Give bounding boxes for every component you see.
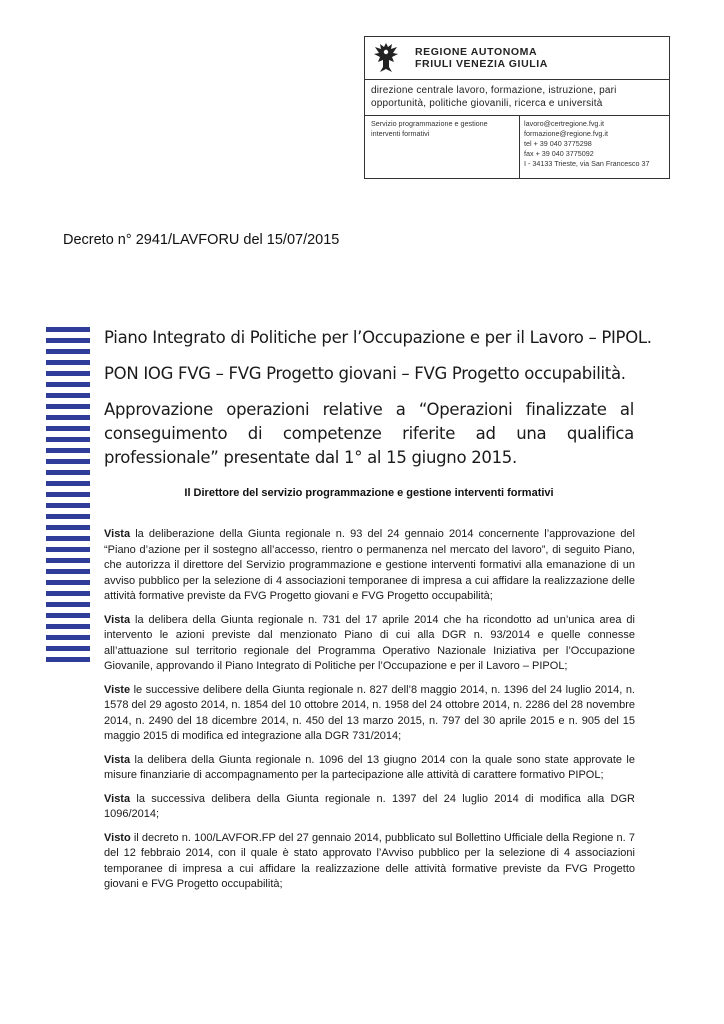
stripe	[46, 470, 90, 475]
stripe	[46, 547, 90, 552]
stripe	[46, 503, 90, 508]
divider	[519, 115, 520, 179]
stripe	[46, 657, 90, 662]
paragraph-lead: Visto	[104, 831, 131, 844]
contact-email[interactable]: formazione@regione.fvg.it	[524, 129, 609, 138]
service-name: Servizio programmazione e gestione interventi formativi	[371, 119, 488, 138]
decorative-stripes	[46, 327, 90, 668]
letterhead-box	[364, 36, 670, 179]
paragraph-lead: Vista	[104, 613, 131, 626]
paragraph-text: le successive delibere della Giunta regionale n. 827 dell’8 maggio 2014, n. 1396 del 24 luglio 2014, n. 1578 del 29 agosto 2014, n. 1854 del 10 ottobre 2014, n. 1958 del 24 ottobre 2014, n. 2286 del 28 novembre 2014, n. 2490 del 18 dicembre 2014, n. 450 del 13 marzo 2015, n. 797 del 30 aprile 2015 e n. 905 del 15 maggio 2015 di modifica ed integrazione alla DGR 731/2014;	[104, 683, 635, 742]
contact-address: I - 34133 Trieste, via San Francesco 37	[524, 159, 650, 168]
department-name: direzione centrale lavoro, formazione, istruzione, pari opportunità, politiche giovanili, ricerca e università	[371, 85, 617, 109]
stripe	[46, 481, 90, 486]
stripe	[46, 536, 90, 541]
letterhead-top	[365, 37, 669, 80]
paragraph-lead: Vista	[104, 753, 131, 766]
paragraph-text: la deliberazione della Giunta regionale n. 93 del 24 gennaio 2014 concernente l’approvazione del “Piano d’azione per il sostegno all’accesso, rientro o permanenza nel mercato del lavoro”, di seguito Piano, che autorizza il direttore del Servizio programmazione e gestione interventi formativi alla emanazione di un avviso pubblico per la selezione di 4 associazioni temporanee di impresa a cui affidare la realizzazione delle attività formative previste da FVG Progetto giovani e FVG Progetto occupabilità;	[104, 528, 635, 602]
stripe	[46, 580, 90, 585]
stripe	[46, 327, 90, 332]
region-line-1: REGIONE AUTONOMA	[415, 46, 538, 58]
contact-pec[interactable]: lavoro@certregione.fvg.it	[524, 119, 605, 128]
paragraph	[104, 613, 635, 675]
paragraph	[104, 753, 635, 784]
region-line-2: FRIULI VENEZIA GIULIA	[415, 58, 548, 70]
stripe	[46, 569, 90, 574]
paragraph-text: la delibera della Giunta regionale n. 1096 del 13 giugno 2014 con la quale sono state approvate le misure finanziarie di accompagnamento per la partecipazione alle attività di carattere formativo PIPOL;	[104, 753, 635, 781]
stripe	[46, 525, 90, 530]
stripe	[46, 437, 90, 442]
stripe	[46, 349, 90, 354]
stripe	[46, 613, 90, 618]
letterhead-contacts	[365, 115, 669, 178]
eagle-logo-icon	[373, 41, 399, 75]
title-line-2: PON IOG FVG – FVG Progetto giovani – FVG Progetto occupabilità.	[104, 364, 626, 383]
stripe	[46, 415, 90, 420]
paragraph	[104, 831, 635, 893]
stripe	[46, 459, 90, 464]
contact-tel: tel + 39 040 3775298	[524, 139, 592, 148]
stripe	[46, 360, 90, 365]
stripe	[46, 382, 90, 387]
contact-fax: fax + 39 040 3775092	[524, 149, 594, 158]
title-line-3: Approvazione operazioni relative a “Operazioni finalizzate al conseguimento di competenze riferite ad una qualifica professionale” presentate dal 1° al 15 giugno 2015.	[104, 400, 634, 467]
stripe	[46, 371, 90, 376]
stripe	[46, 448, 90, 453]
paragraph-text: la successiva delibera della Giunta regionale n. 1397 del 24 luglio 2014 di modifica alla DGR 1096/2014;	[104, 792, 635, 820]
paragraph-lead: Vista	[104, 792, 131, 805]
director-heading: Il Direttore del servizio programmazione e gestione interventi formativi	[184, 487, 554, 499]
stripe	[46, 591, 90, 596]
stripe	[46, 426, 90, 431]
stripe	[46, 338, 90, 343]
stripe	[46, 514, 90, 519]
paragraph	[104, 792, 635, 823]
paragraph	[104, 527, 635, 605]
paragraph-text: il decreto n. 100/LAVFOR.FP del 27 gennaio 2014, pubblicato sul Bollettino Ufficiale della Regione n. 7 del 12 febbraio 2014, con il quale è stato approvato l’Avviso pubblico per la selezione di 4 associazioni temporanee di impresa a cui affidare la realizzazione delle attività formative previste da FVG Progetto giovani e FVG Progetto occupabilità;	[104, 831, 635, 890]
stripe	[46, 646, 90, 651]
stripe	[46, 635, 90, 640]
stripe	[46, 624, 90, 629]
document-body	[104, 527, 635, 901]
stripe	[46, 404, 90, 409]
decree-number: Decreto n° 2941/LAVFORU del 15/07/2015	[63, 232, 340, 248]
letterhead-department	[365, 79, 669, 116]
paragraph	[104, 683, 635, 745]
title-line-1: Piano Integrato di Politiche per l’Occupazione e per il Lavoro – PIPOL.	[104, 328, 652, 347]
stripe	[46, 602, 90, 607]
region-name	[415, 46, 548, 70]
paragraph-lead: Viste	[104, 683, 131, 696]
paragraph-lead: Vista	[104, 528, 131, 540]
stripe	[46, 558, 90, 563]
paragraph-text: la delibera della Giunta regionale n. 731 del 17 aprile 2014 che ha ricondotto ad un’unica area di intervento le azioni previste dal menzionato Piano di cui alla DGR n. 93/2014 e quelle connesse all’attuazione sul territorio regionale del Programma Operativo Nazionale Iniziativa per l’Occupazione Giovanile, approvando il Piano Integrato di Politiche per l’Occupazione e per il Lavoro – PIPOL;	[104, 613, 635, 672]
document-title	[104, 326, 652, 470]
stripe	[46, 492, 90, 497]
contact-list	[524, 119, 670, 169]
stripe	[46, 393, 90, 398]
